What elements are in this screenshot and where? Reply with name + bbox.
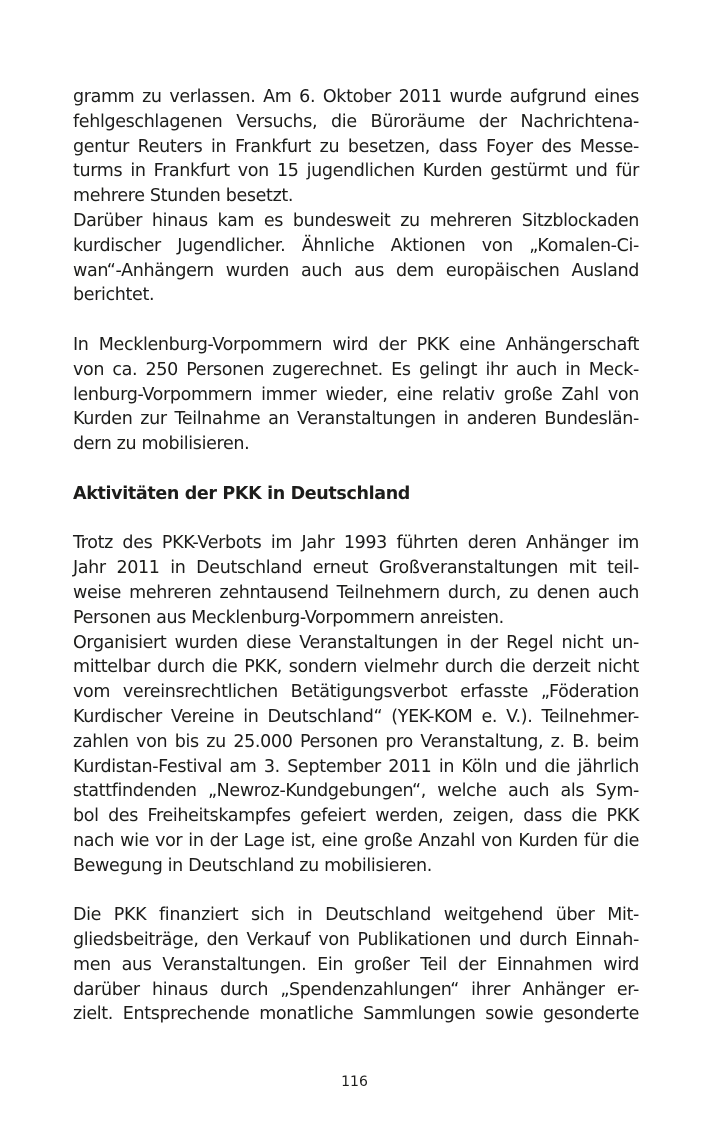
section-heading <box>73 482 639 507</box>
text-line: Jahr 2011 in Deutschland erneut Großveranstaltungen mit teil- <box>73 558 639 579</box>
section-heading-text: Aktivitäten der PKK in Deutschland <box>73 483 410 504</box>
paragraph-sit-blockades <box>73 209 639 308</box>
text-line: nach wie vor in der Lage ist, eine große Anzahl von Kurden für die <box>73 830 639 851</box>
text-line: Kurdischer Vereine in Deutschland“ (YEK-KOM e. V.). Teilnehmer- <box>73 706 639 727</box>
paragraph-reuters-occupation <box>73 85 639 209</box>
text-line: zahlen von bis zu 25.000 Personen pro Veranstaltung, z. B. beim <box>73 731 639 752</box>
text-line: zielt. Entsprechende monatliche Sammlungen sowie gesonderte <box>73 1004 639 1025</box>
paragraph-spacer <box>73 507 639 532</box>
paragraph-spacer <box>73 457 639 482</box>
paragraph-spacer <box>73 879 639 904</box>
text-line: gliedsbeiträge, den Verkauf von Publikationen und durch Einnah- <box>73 930 639 951</box>
text-line: bol des Freiheitskampfes gefeiert werden, zeigen, dass die PKK <box>73 806 639 827</box>
paragraph-financing <box>73 903 639 1027</box>
text-line: berichtet. <box>73 285 155 306</box>
paragraph-spacer <box>73 308 639 333</box>
text-line: weise mehreren zehntausend Teilnehmern durch, zu denen auch <box>73 582 639 603</box>
text-line: Kurden zur Teilnahme an Veranstaltungen in anderen Bundeslän- <box>73 409 639 430</box>
text-line: turms in Frankfurt von 15 jugendlichen Kurden gestürmt und für <box>73 161 639 182</box>
text-line: vom vereinsrechtlichen Betätigungsverbot erfasste „Föderation <box>73 682 639 703</box>
text-line: darüber hinaus durch „Spendenzahlungen“ ihrer Anhänger er- <box>73 979 639 1000</box>
paragraph-organisation <box>73 631 639 879</box>
text-line: mehrere Stunden besetzt. <box>73 186 294 207</box>
text-line: Personen aus Mecklenburg-Vorpommern anreisten. <box>73 607 504 628</box>
text-line: mittelbar durch die PKK, sondern vielmehr durch die derzeit nicht <box>73 657 639 678</box>
paragraph-large-events <box>73 531 639 630</box>
text-line: gramm zu verlassen. Am 6. Oktober 2011 wurde aufgrund eines <box>73 87 639 107</box>
text-line: von ca. 250 Personen zugerechnet. Es gelingt ihr auch in Meck- <box>73 359 639 380</box>
text-line: wan“-Anhängern wurden auch aus dem europäischen Ausland <box>73 260 639 281</box>
text-line: Die PKK finanziert sich in Deutschland weitgehend über Mit- <box>73 905 639 926</box>
text-line: gentur Reuters in Frankfurt zu besetzen, dass Foyer des Messe- <box>73 136 639 157</box>
text-line: men aus Veranstaltungen. Ein großer Teil der Einnahmen wird <box>73 954 639 975</box>
paragraph-mv-followers <box>73 333 639 457</box>
text-line: fehlgeschlagenen Versuchs, die Büroräume der Nachrichtena- <box>73 111 639 132</box>
text-line: Organisiert wurden diese Veranstaltungen in der Regel nicht un- <box>73 632 639 653</box>
document-page <box>73 85 639 1027</box>
text-line: stattfindenden „Newroz-Kundgebungen“, welche auch als Sym- <box>73 781 639 802</box>
text-line: Bewegung in Deutschland zu mobilisieren. <box>73 855 432 876</box>
text-line: Darüber hinaus kam es bundesweit zu mehreren Sitzblockaden <box>73 210 639 231</box>
text-line: Trotz des PKK-Verbots im Jahr 1993 führten deren Anhänger im <box>73 533 639 554</box>
page-number: 116 <box>341 1074 368 1090</box>
text-line: kurdischer Jugendlicher. Ähnliche Aktionen von „Komalen-Ci- <box>73 235 639 256</box>
text-line: lenburg-Vorpommern immer wieder, eine relativ große Zahl von <box>73 384 639 405</box>
text-line: Kurdistan-Festival am 3. September 2011 in Köln und die jährlich <box>73 756 639 777</box>
text-line: dern zu mobilisieren. <box>73 434 250 455</box>
text-line: In Mecklenburg-Vorpommern wird der PKK eine Anhängerschaft <box>73 334 639 355</box>
